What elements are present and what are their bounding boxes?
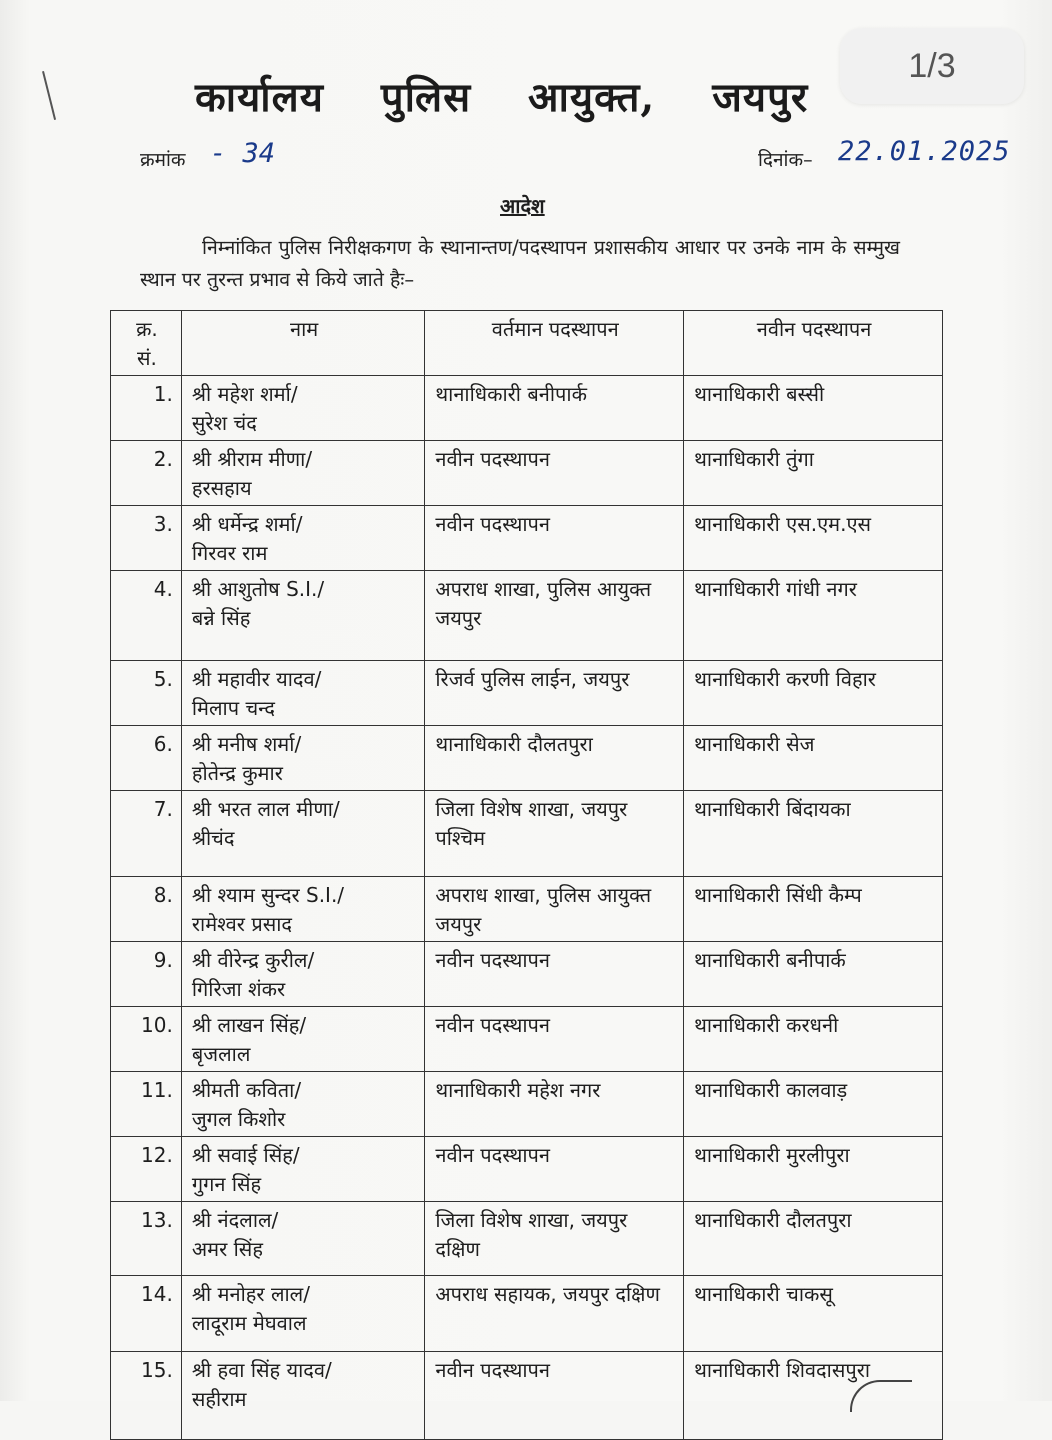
table-row xyxy=(111,1276,943,1352)
page-indicator-badge: 1/3 xyxy=(840,28,1024,104)
officer-name: श्री श्रीराम मीणा/ xyxy=(191,447,313,471)
new-posting-cell: थानाधिकारी बिंदायका xyxy=(684,791,943,877)
current-posting-cell: अपराध शाखा, पुलिस आयुक्त जयपुर xyxy=(425,877,684,942)
serial-cell: 4. xyxy=(111,571,182,661)
father-name: गुगन सिंह xyxy=(191,1172,262,1196)
new-posting-cell: थानाधिकारी सेज xyxy=(684,726,943,791)
officer-name: श्री सवाई सिंह/ xyxy=(191,1143,300,1167)
name-cell xyxy=(181,1276,425,1352)
new-posting-cell: थानाधिकारी एस.एम.एस xyxy=(684,506,943,571)
table-row xyxy=(111,1137,943,1202)
officer-name: श्री आशुतोष S.I./ xyxy=(191,577,325,601)
name-cell xyxy=(181,376,425,441)
table-row xyxy=(111,441,943,506)
date-value: 22.01.2025 xyxy=(838,136,1011,167)
header-current-posting: वर्तमान पदस्थापन xyxy=(425,311,684,376)
table-row xyxy=(111,1072,943,1137)
officer-name: श्री महेश शर्मा/ xyxy=(191,382,298,406)
father-name: अमर सिंह xyxy=(191,1237,263,1261)
new-posting-cell: थानाधिकारी कालवाड़ xyxy=(684,1072,943,1137)
serial-cell: 13. xyxy=(111,1202,182,1276)
current-posting-cell: नवीन पदस्थापन xyxy=(425,441,684,506)
name-cell xyxy=(181,942,425,1007)
new-posting-cell: थानाधिकारी मुरलीपुरा xyxy=(684,1137,943,1202)
officer-name: श्रीमती कविता/ xyxy=(191,1078,302,1102)
serial-cell: 12. xyxy=(111,1137,182,1202)
father-name: गिरिजा शंकर xyxy=(191,977,286,1001)
current-posting-cell: नवीन पदस्थापन xyxy=(425,506,684,571)
order-number-label: क्रमांक xyxy=(140,149,186,171)
header-serial-line1: क्र. xyxy=(136,317,158,341)
intro-paragraph: निम्नांकित पुलिस निरीक्षकगण के स्थानान्तण/पदस्थापन प्रशासकीय आधार पर उनके नाम के सम्मुख स्थान पर तुरन्त प्रभाव से किये जाते हैः– xyxy=(140,236,900,291)
serial-cell: 1. xyxy=(111,376,182,441)
header-name: नाम xyxy=(181,311,425,376)
new-posting-cell: थानाधिकारी चाकसू xyxy=(684,1276,943,1352)
father-name: श्रीचंद xyxy=(191,826,235,850)
table-row xyxy=(111,1007,943,1072)
page-margin-mark xyxy=(42,70,60,120)
father-name: हरसहाय xyxy=(191,476,252,500)
serial-cell: 11. xyxy=(111,1072,182,1137)
new-posting-cell: थानाधिकारी शिवदासपुरा xyxy=(684,1352,943,1440)
father-name: जुगल किशोर xyxy=(191,1107,286,1131)
table-row xyxy=(111,506,943,571)
serial-cell: 2. xyxy=(111,441,182,506)
name-cell xyxy=(181,1202,425,1276)
current-posting-cell: नवीन पदस्थापन xyxy=(425,942,684,1007)
table-row xyxy=(111,1202,943,1276)
new-posting-cell: थानाधिकारी करणी विहार xyxy=(684,661,943,726)
current-posting-cell: नवीन पदस्थापन xyxy=(425,1007,684,1072)
name-cell xyxy=(181,1007,425,1072)
new-posting-cell: थानाधिकारी बनीपार्क xyxy=(684,942,943,1007)
name-cell xyxy=(181,726,425,791)
current-posting-cell: थानाधिकारी दौलतपुरा xyxy=(425,726,684,791)
father-name: बृजलाल xyxy=(191,1042,251,1066)
father-name: मिलाप चन्द xyxy=(191,696,275,720)
officer-name: श्री भरत लाल मीणा/ xyxy=(191,797,340,821)
father-name: होतेन्द्र कुमार xyxy=(191,761,283,785)
father-name: सुरेश चंद xyxy=(191,411,257,435)
officer-name: श्री लाखन सिंह/ xyxy=(191,1013,307,1037)
name-cell xyxy=(181,506,425,571)
new-posting-cell: थानाधिकारी दौलतपुरा xyxy=(684,1202,943,1276)
name-cell xyxy=(181,1352,425,1440)
new-posting-cell: थानाधिकारी तुंगा xyxy=(684,441,943,506)
officer-name: श्री धर्मेन्द्र शर्मा/ xyxy=(191,512,303,536)
table-header-row xyxy=(111,311,943,376)
order-number-value: - 34 xyxy=(210,138,276,169)
officer-name: श्री मनीष शर्मा/ xyxy=(191,732,302,756)
current-posting-cell: अपराध शाखा, पुलिस आयुक्त जयपुर xyxy=(425,571,684,661)
header-new-posting: नवीन पदस्थापन xyxy=(684,311,943,376)
officer-name: श्री महावीर यादव/ xyxy=(191,667,322,691)
serial-cell: 7. xyxy=(111,791,182,877)
current-posting-cell: थानाधिकारी महेश नगर xyxy=(425,1072,684,1137)
office-title: कार्यालय पुलिस आयुक्त, जयपुर xyxy=(195,74,809,121)
name-cell xyxy=(181,441,425,506)
current-posting-cell: रिजर्व पुलिस लाईन, जयपुर xyxy=(425,661,684,726)
name-cell xyxy=(181,877,425,942)
name-cell xyxy=(181,661,425,726)
header-serial-line2: सं. xyxy=(136,346,157,370)
new-posting-cell: थानाधिकारी करधनी xyxy=(684,1007,943,1072)
current-posting-cell: अपराध सहायक, जयपुर दक्षिण xyxy=(425,1276,684,1352)
current-posting-cell: नवीन पदस्थापन xyxy=(425,1137,684,1202)
father-name: रामेश्वर प्रसाद xyxy=(191,912,293,936)
father-name: बन्ने सिंह xyxy=(191,606,251,630)
officer-name: श्री वीरेन्द्र कुरील/ xyxy=(191,948,315,972)
officer-name: श्री हवा सिंह यादव/ xyxy=(191,1358,332,1382)
officer-name: श्री नंदलाल/ xyxy=(191,1208,279,1232)
name-cell xyxy=(181,791,425,877)
officer-name: श्री मनोहर लाल/ xyxy=(191,1282,310,1306)
table-row xyxy=(111,376,943,441)
current-posting-cell: जिला विशेष शाखा, जयपुर पश्चिम xyxy=(425,791,684,877)
table-row xyxy=(111,571,943,661)
serial-cell: 8. xyxy=(111,877,182,942)
new-posting-cell: थानाधिकारी गांधी नगर xyxy=(684,571,943,661)
serial-cell: 6. xyxy=(111,726,182,791)
officer-name: श्री श्याम सुन्दर S.I./ xyxy=(191,883,345,907)
current-posting-cell: जिला विशेष शाखा, जयपुर दक्षिण xyxy=(425,1202,684,1276)
father-name: लादूराम मेघवाल xyxy=(191,1311,307,1335)
transfer-table xyxy=(110,310,943,1440)
table-row xyxy=(111,661,943,726)
table-body xyxy=(111,376,943,1440)
serial-cell: 9. xyxy=(111,942,182,1007)
table-row xyxy=(111,1352,943,1440)
name-cell xyxy=(181,1137,425,1202)
father-name: सहीराम xyxy=(191,1387,247,1411)
table-row xyxy=(111,791,943,877)
name-cell xyxy=(181,1072,425,1137)
serial-cell: 5. xyxy=(111,661,182,726)
table-row xyxy=(111,877,943,942)
serial-cell: 3. xyxy=(111,506,182,571)
current-posting-cell: नवीन पदस्थापन xyxy=(425,1352,684,1440)
order-heading: आदेश xyxy=(500,194,545,218)
name-cell xyxy=(181,571,425,661)
new-posting-cell: थानाधिकारी सिंधी कैम्प xyxy=(684,877,943,942)
new-posting-cell: थानाधिकारी बस्सी xyxy=(684,376,943,441)
date-label: दिनांक– xyxy=(758,149,813,171)
current-posting-cell: थानाधिकारी बनीपार्क xyxy=(425,376,684,441)
father-name: गिरवर राम xyxy=(191,541,268,565)
serial-cell: 10. xyxy=(111,1007,182,1072)
table-row xyxy=(111,726,943,791)
serial-cell: 14. xyxy=(111,1276,182,1352)
serial-cell: 15. xyxy=(111,1352,182,1440)
table-row xyxy=(111,942,943,1007)
header-serial xyxy=(111,311,182,376)
